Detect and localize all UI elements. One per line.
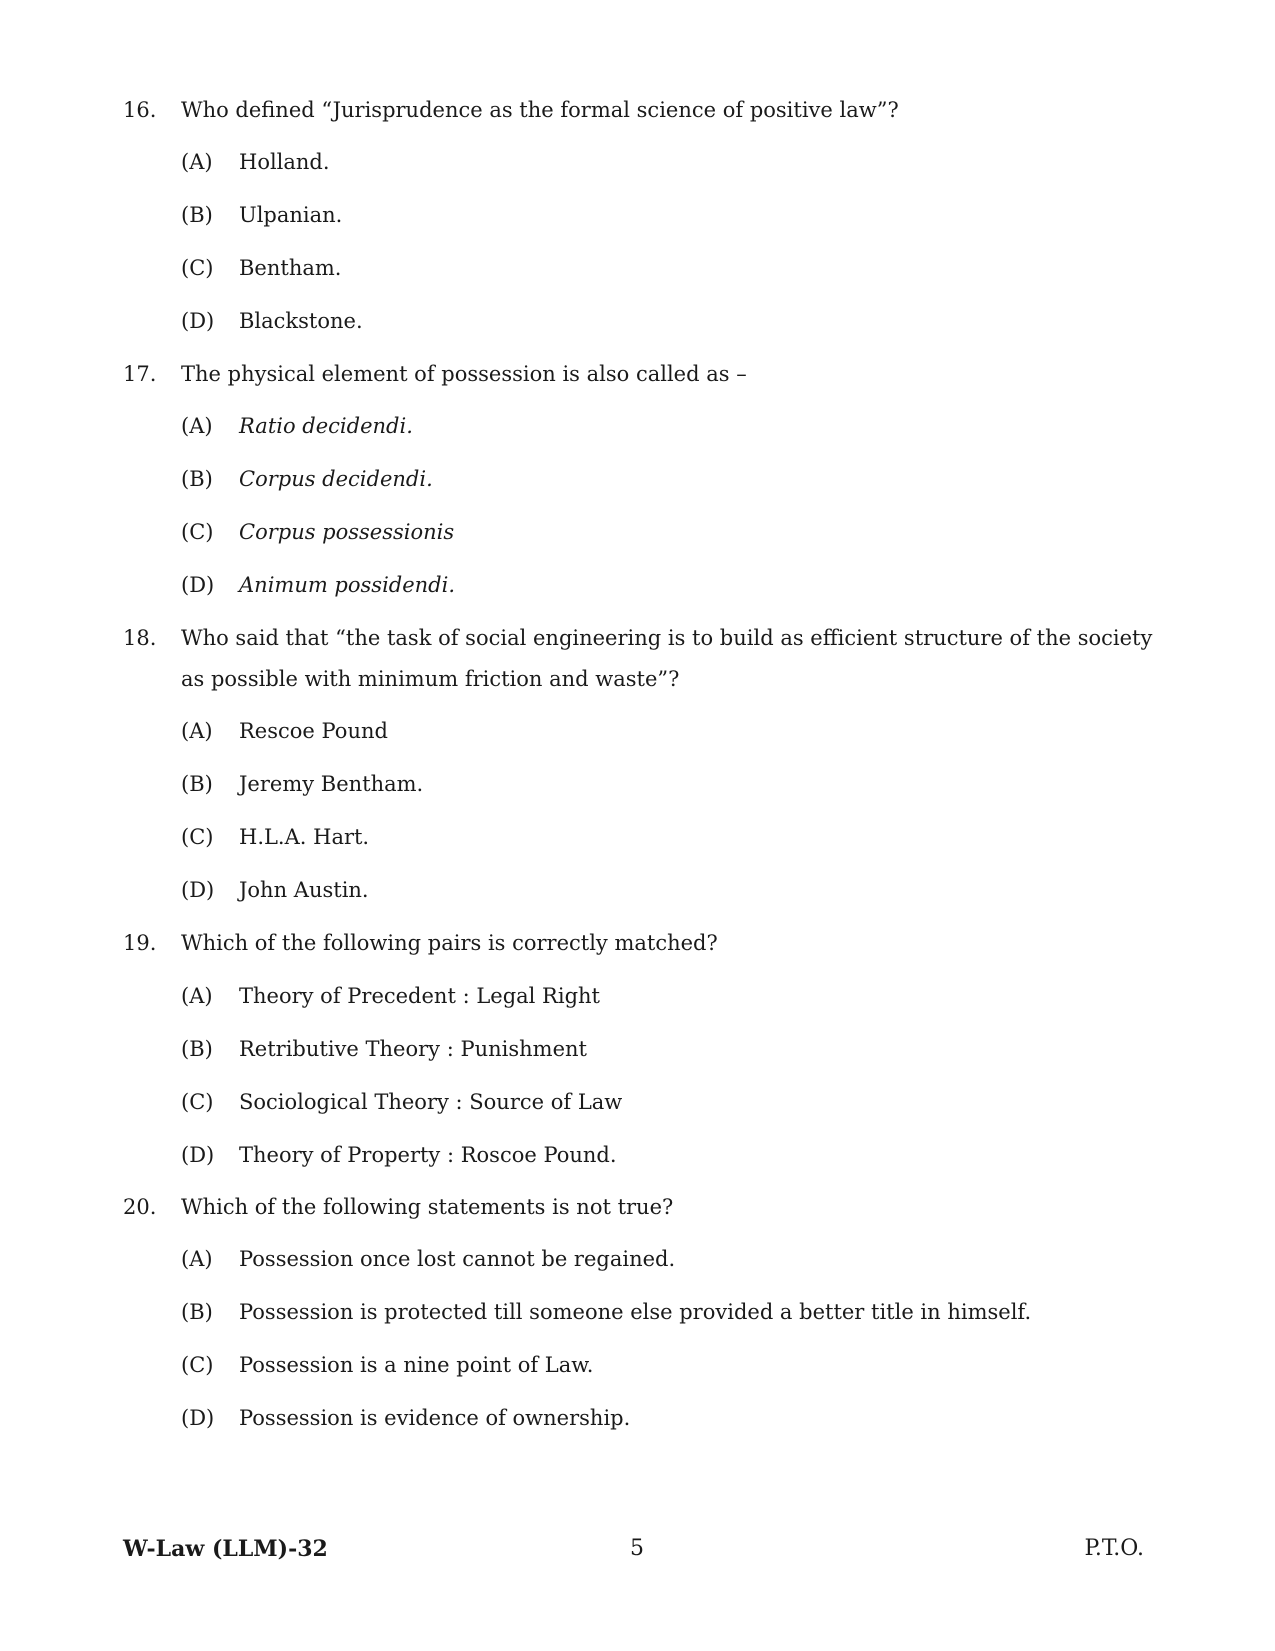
option-label: (D) — [181, 1143, 215, 1167]
option-label: (C) — [181, 825, 214, 849]
option-label: (A) — [181, 719, 213, 743]
question-number: 20. — [123, 1195, 157, 1219]
option-19-a — [181, 982, 600, 1010]
question-text: The physical element of possession is also called as – — [181, 362, 747, 386]
option-16-a — [181, 148, 330, 176]
option-label: (D) — [181, 573, 215, 597]
option-18-c — [181, 823, 369, 851]
option-label: (C) — [181, 520, 214, 544]
option-16-b — [181, 201, 342, 229]
question-16 — [123, 96, 899, 124]
option-text: Jeremy Bentham. — [239, 772, 424, 796]
option-text: Ratio decidendi. — [239, 414, 413, 438]
option-label: (A) — [181, 150, 213, 174]
option-label: (A) — [181, 984, 213, 1008]
option-label: (B) — [181, 772, 213, 796]
option-label: (D) — [181, 878, 215, 902]
option-17-d — [181, 571, 455, 599]
option-17-b — [181, 465, 433, 493]
question-19 — [123, 929, 718, 957]
option-text: Ulpanian. — [239, 203, 343, 227]
option-label: (A) — [181, 414, 213, 438]
page-number: 5 — [630, 1536, 644, 1561]
question-text: Who defined “Jurisprudence as the formal science of positive law”? — [181, 98, 899, 122]
option-label: (B) — [181, 467, 213, 491]
option-text: Corpus decidendi. — [239, 467, 433, 491]
option-text: Holland. — [239, 150, 330, 174]
option-text: Corpus possessionis — [239, 520, 455, 544]
option-16-c — [181, 254, 341, 282]
option-19-c — [181, 1088, 622, 1116]
option-label: (C) — [181, 1090, 214, 1114]
option-text: H.L.A. Hart. — [239, 825, 370, 849]
option-label: (C) — [181, 1353, 214, 1377]
option-label: (D) — [181, 309, 215, 333]
option-20-d — [181, 1404, 630, 1432]
please-turn-over: P.T.O. — [1084, 1536, 1144, 1561]
question-17 — [123, 360, 747, 388]
option-19-d — [181, 1141, 617, 1169]
option-16-d — [181, 307, 363, 335]
option-20-b — [181, 1298, 1031, 1326]
option-17-a — [181, 412, 413, 440]
option-text: Possession is a nine point of Law. — [239, 1353, 594, 1377]
option-text: Theory of Property : Roscoe Pound. — [239, 1143, 617, 1167]
option-20-c — [181, 1351, 593, 1379]
option-label: (B) — [181, 1300, 213, 1324]
option-text: Theory of Precedent : Legal Right — [239, 984, 600, 1008]
option-label: (A) — [181, 1247, 213, 1271]
question-number: 19. — [123, 931, 157, 955]
option-text: John Austin. — [239, 878, 369, 902]
option-label: (B) — [181, 203, 213, 227]
option-text: Possession is evidence of ownership. — [239, 1406, 631, 1430]
option-text: Bentham. — [239, 256, 342, 280]
question-text: Which of the following statements is not true? — [181, 1195, 674, 1219]
option-text: Animum possidendi. — [239, 573, 456, 597]
paper-code: W-Law (LLM)-32 — [123, 1536, 328, 1562]
option-17-c — [181, 518, 454, 546]
option-text: Possession is protected till someone else provided a better title in himself. — [239, 1300, 1032, 1324]
question-text: Who said that “the task of social engineering is to build as efficient structure of the society — [181, 626, 1153, 650]
option-text: Blackstone. — [239, 309, 363, 333]
option-text: Rescoe Pound — [239, 719, 388, 743]
option-label: (B) — [181, 1037, 213, 1061]
option-18-b — [181, 770, 423, 798]
question-number: 16. — [123, 98, 157, 122]
option-label: (D) — [181, 1406, 215, 1430]
option-19-b — [181, 1035, 587, 1063]
question-20 — [123, 1193, 673, 1221]
option-18-a — [181, 717, 388, 745]
question-text: Which of the following pairs is correctly matched? — [181, 931, 718, 955]
question-18 — [123, 624, 1152, 652]
question-number: 18. — [123, 626, 157, 650]
option-text: Sociological Theory : Source of Law — [239, 1090, 623, 1114]
option-text: Retributive Theory : Punishment — [239, 1037, 587, 1061]
option-label: (C) — [181, 256, 214, 280]
option-18-d — [181, 876, 369, 904]
question-number: 17. — [123, 362, 157, 386]
option-text: Possession once lost cannot be regained. — [239, 1247, 676, 1271]
option-20-a — [181, 1245, 675, 1273]
question-18-continued: as possible with minimum friction and waste”? — [181, 667, 680, 691]
